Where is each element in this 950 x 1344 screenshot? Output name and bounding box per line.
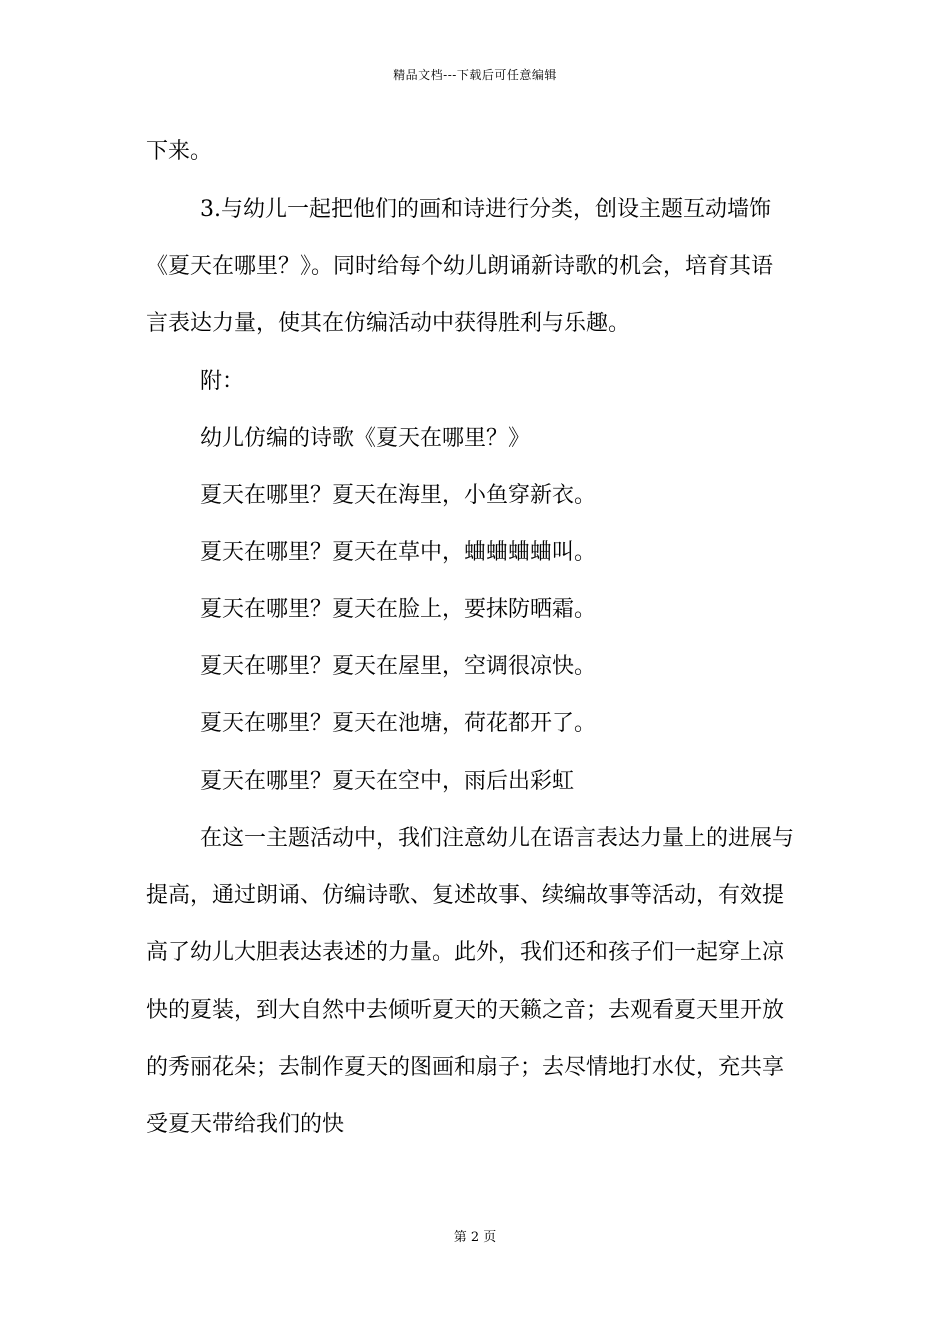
- paragraph-line: 高了幼儿大胆表达表述的力量。此外，我们还和孩子们一起穿上凉: [146, 940, 785, 965]
- paragraph-line: 受夏天带给我们的快: [146, 1112, 345, 1137]
- poem-line: 夏天在哪里？夏天在空中，雨后出彩虹: [200, 769, 575, 794]
- poem-line: 夏天在哪里？夏天在屋里，空调很凉快。: [200, 654, 597, 679]
- poem-line: 夏天在哪里？夏天在脸上，要抹防晒霜。: [200, 597, 597, 622]
- paragraph-line: 在这一主题活动中，我们注意幼儿在语言表达力量上的进展与: [200, 826, 795, 851]
- poem-line: 夏天在哪里？夏天在海里，小鱼穿新衣。: [200, 483, 597, 508]
- page-number: 第 2 页: [453, 1230, 497, 1245]
- paragraph-line: 快的夏装，到大自然中去倾听夏天的天籁之音；去观看夏天里开放: [146, 998, 785, 1023]
- page-header: 精品文档---下载后可任意编辑: [393, 68, 557, 82]
- paragraph-line: 《夏天在哪里？》。同时给每个幼儿朗诵新诗歌的机会，培育其语: [146, 254, 774, 279]
- text-line: 下来。: [146, 139, 213, 164]
- appendix-label: 附：: [200, 369, 245, 394]
- paragraph-line: 的秀丽花朵；去制作夏天的图画和扇子；去尽情地打水仗，充共享: [146, 1055, 785, 1080]
- paragraph-line: 提高，通过朗诵、仿编诗歌、复述故事、续编故事等活动，有效提: [146, 883, 785, 908]
- poem-line: 夏天在哪里？夏天在草中，蛐蛐蛐蛐叫。: [200, 540, 597, 565]
- paragraph-line: 3.与幼儿一起把他们的画和诗进行分类，创设主题互动墙饰: [200, 197, 771, 222]
- poem-line: 夏天在哪里？夏天在池塘，荷花都开了。: [200, 711, 597, 736]
- poem-title: 幼儿仿编的诗歌《夏天在哪里？》: [200, 426, 531, 451]
- paragraph-line: 言表达力量，使其在仿编活动中获得胜利与乐趣。: [146, 311, 631, 336]
